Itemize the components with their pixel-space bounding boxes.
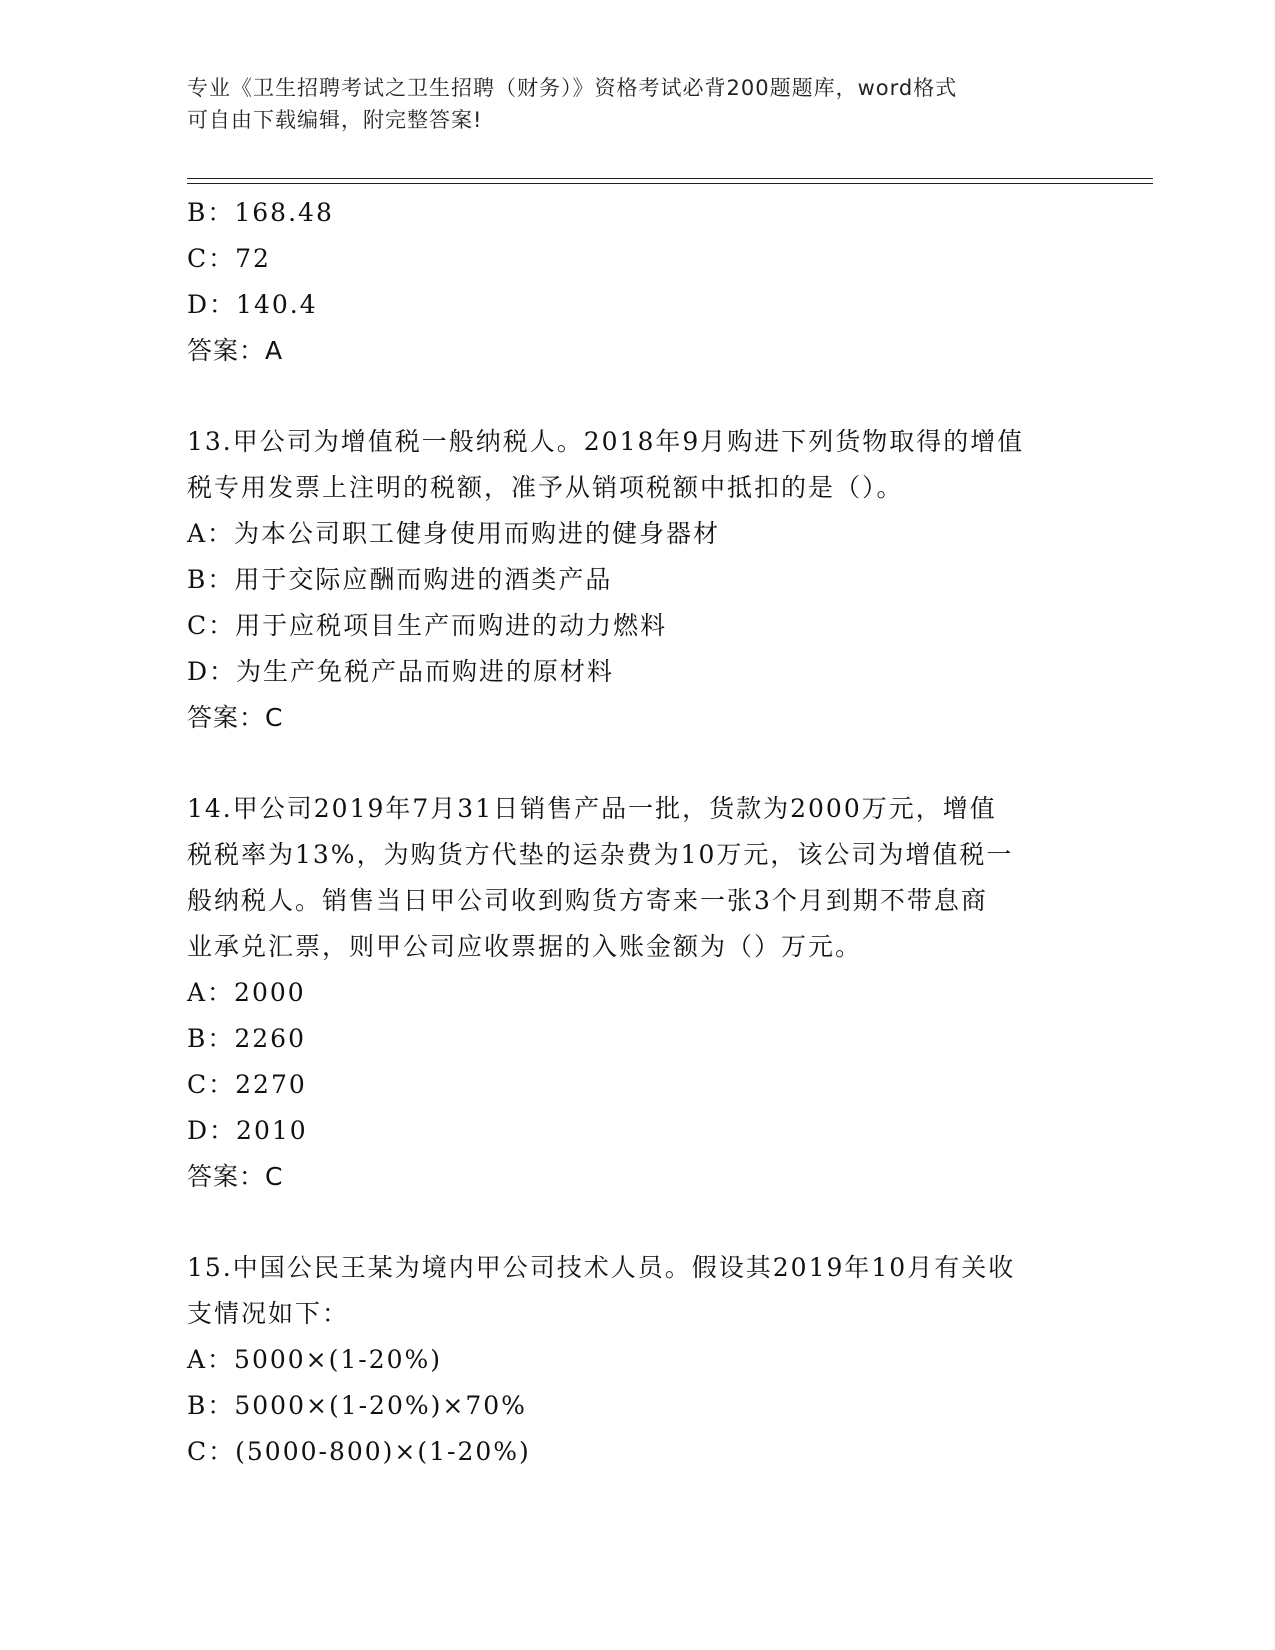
option-a: A：为本公司职工健身使用而购进的健身器材 bbox=[187, 519, 721, 548]
question-12-tail bbox=[187, 190, 1087, 374]
question-stem-line: 13.甲公司为增值税一般纳税人。2018年9月购进下列货物取得的增值 bbox=[187, 427, 1025, 456]
option-d: D：2010 bbox=[187, 1116, 308, 1145]
option-c: C：2270 bbox=[187, 1070, 307, 1099]
spacer bbox=[187, 741, 1087, 786]
header-line-2: 可自由下载编辑，附完整答案! bbox=[187, 108, 483, 132]
answer-line: 答案：A bbox=[187, 336, 284, 365]
question-14 bbox=[187, 786, 1087, 1200]
answer-line: 答案：C bbox=[187, 1162, 284, 1191]
spacer bbox=[187, 374, 1087, 419]
question-15 bbox=[187, 1245, 1087, 1475]
question-stem-line: 般纳税人。销售当日甲公司收到购货方寄来一张3个月到期不带息商 bbox=[187, 886, 988, 915]
question-stem-line: 14.甲公司2019年7月31日销售产品一批，货款为2000万元，增值 bbox=[187, 794, 997, 823]
question-13 bbox=[187, 419, 1087, 741]
question-stem-line: 业承兑汇票，则甲公司应收票据的入账金额为（）万元。 bbox=[187, 932, 863, 961]
question-content bbox=[187, 190, 1087, 1475]
header-line-1: 专业《卫生招聘考试之卫生招聘（财务）》资格考试必背200题题库，word格式 bbox=[187, 76, 958, 100]
option-c: C：(5000-800)×(1-20%) bbox=[187, 1437, 531, 1466]
option-d: D：为生产免税产品而购进的原材料 bbox=[187, 657, 615, 686]
option-b: B：5000×(1-20%)×70% bbox=[187, 1391, 527, 1420]
spacer bbox=[187, 1200, 1087, 1245]
option-a: A：5000×(1-20%) bbox=[187, 1345, 443, 1374]
option-b: B：用于交际应酬而购进的酒类产品 bbox=[187, 565, 613, 594]
option-b: B：2260 bbox=[187, 1024, 306, 1053]
option-c: C：用于应税项目生产而购进的动力燃料 bbox=[187, 611, 668, 640]
question-stem-line: 支情况如下： bbox=[187, 1299, 350, 1328]
option-c: C：72 bbox=[187, 244, 271, 273]
question-stem-line: 15.中国公民王某为境内甲公司技术人员。假设其2019年10月有关收 bbox=[187, 1253, 1016, 1282]
question-stem-line: 税专用发票上注明的税额，准予从销项税额中抵扣的是（）。 bbox=[187, 473, 904, 502]
header-divider-top bbox=[187, 178, 1153, 179]
option-b: B：168.48 bbox=[187, 198, 334, 227]
option-d: D：140.4 bbox=[187, 290, 318, 319]
option-a: A：2000 bbox=[187, 978, 306, 1007]
question-stem-line: 税税率为13%，为购货方代垫的运杂费为10万元，该公司为增值税一 bbox=[187, 840, 1014, 869]
answer-line: 答案：C bbox=[187, 703, 284, 732]
page-header bbox=[187, 72, 1067, 136]
header-divider-bottom bbox=[187, 183, 1153, 184]
